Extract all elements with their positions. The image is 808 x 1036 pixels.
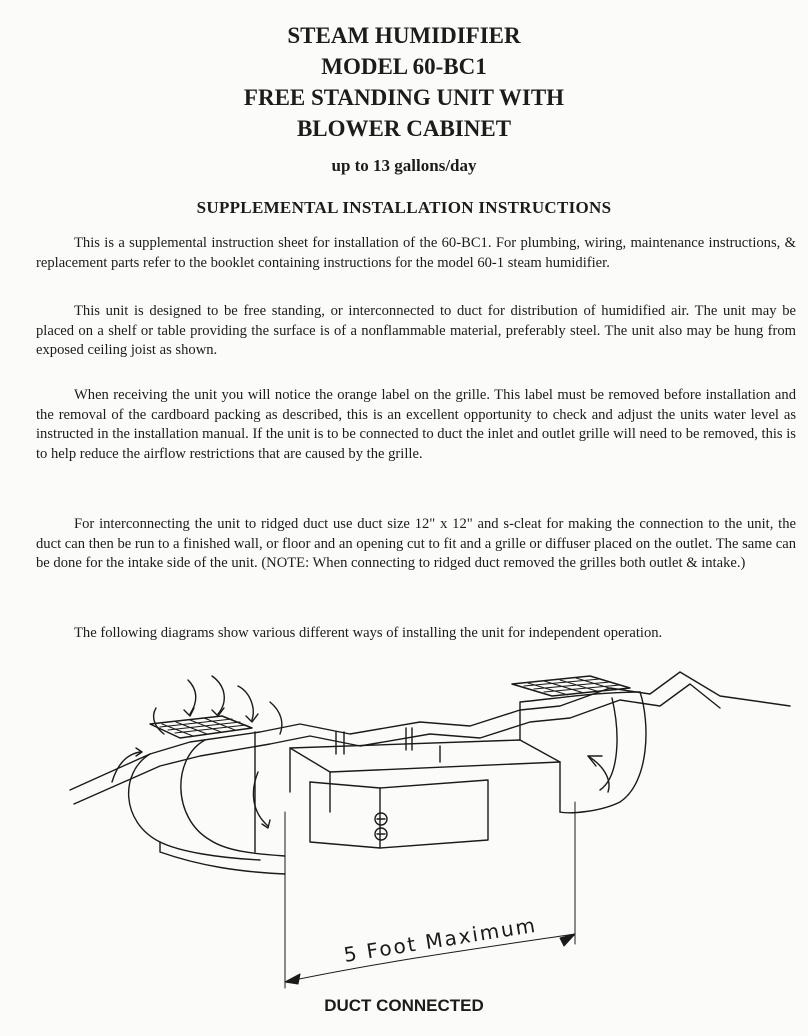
paragraph-1-text: This is a supplemental instruction sheet for installation of the 60-BC1. For plumbing, wiring, maintenance instructions, & replacement parts refer to the booklet containing instructions for the model 60-1 steam humidifier.: [36, 235, 796, 271]
right-duct: [520, 692, 646, 813]
blower-cabinet: [290, 728, 560, 848]
dimension-label: 5 Foot Maximum: [342, 912, 539, 967]
duct-connected-diagram: [0, 662, 808, 992]
title-line-4: BLOWER CABINET: [296, 116, 512, 141]
paragraph-4-text: For interconnecting the unit to ridged duct use duct size 12" x 12" and s-cleat for making the connection to the unit, the duct can then be run to a finished wall, or floor and an opening cut to fit and a grille or diffuser placed on the outlet. The same can be done for the intake side of the unit. (NOTE: When connecting to ridged duct removed the grilles both outlet & intake.): [36, 516, 796, 572]
section-heading: SUPPLEMENTAL INSTALLATION INSTRUCTIONS: [196, 198, 612, 217]
diagram-caption: DUCT CONNECTED: [324, 996, 484, 1015]
document-title: [0, 20, 808, 144]
airflow-arrows: [112, 676, 282, 828]
paragraph-2-text: This unit is designed to be free standing, or interconnected to duct for distribution of humidified air. The unit may be placed on a shelf or table providing the surface is of a nonflammable material, preferably steel. The unit also may be hung from exposed ceiling joist as shown.: [36, 303, 796, 359]
paragraph-3-text: When receiving the unit you will notice the orange label on the grille. This label must be removed before installation and the removal of the cardboard packing as described, this is an excellent opportunity to check and adjust the units water level as instructed in the installation manual. If the unit is to be connected to duct the inlet and outlet grille will need to be removed, this is to help reduce the airflow restrictions that are caused by the grille.: [36, 387, 796, 462]
paragraph-5: [36, 624, 796, 644]
paragraph-3: [36, 386, 796, 464]
paragraph-2: [36, 302, 796, 361]
title-line-2: MODEL 60-BC1: [321, 54, 487, 79]
paragraph-1: [36, 234, 796, 273]
paragraph-4: [36, 515, 796, 574]
capacity-subtitle: up to 13 gallons/day: [331, 156, 477, 175]
title-line-3: FREE STANDING UNIT WITH: [243, 85, 565, 110]
title-line-1: STEAM HUMIDIFIER: [287, 23, 521, 48]
paragraph-5-text: The following diagrams show various different ways of installing the unit for independent operation.: [74, 625, 663, 641]
dimension-line: [285, 802, 575, 988]
